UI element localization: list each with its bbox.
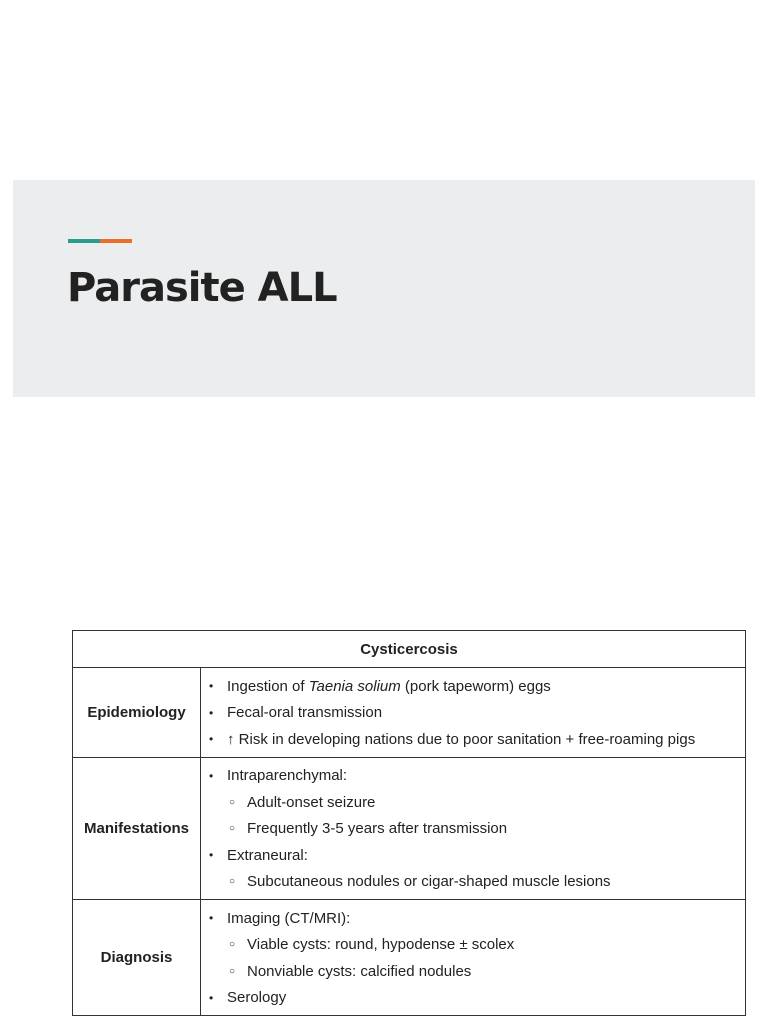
table-row xyxy=(73,757,746,900)
italic-term: Taenia solium xyxy=(308,677,401,695)
bullet-text xyxy=(247,963,471,980)
bullet-text xyxy=(227,731,695,748)
row-content xyxy=(201,900,746,1016)
bullet-item xyxy=(209,700,745,727)
table-body xyxy=(73,668,746,1016)
title-band xyxy=(13,180,755,397)
text-segment: Intraparenchymal: xyxy=(227,767,348,785)
sub-bullet-item xyxy=(209,958,745,985)
bullet-item xyxy=(209,842,745,869)
bullet-text xyxy=(227,989,286,1006)
sub-bullet-item xyxy=(209,789,745,816)
bullet-text xyxy=(247,873,611,890)
text-segment: Subcutaneous nodules or cigar-shaped muscle lesions xyxy=(247,873,611,891)
accent-orange-segment xyxy=(100,239,132,243)
bullet-text xyxy=(227,767,347,784)
cysticercosis-table-wrap xyxy=(72,630,746,1016)
text-segment: Imaging (CT/MRI): xyxy=(227,909,351,927)
bullet-icon: • xyxy=(209,679,214,694)
table-caption: Cysticercosis xyxy=(73,631,746,668)
title-accent-bar xyxy=(68,239,132,243)
text-segment: Adult-onset seizure xyxy=(247,793,376,811)
row-content xyxy=(201,757,746,900)
hollow-bullet-icon: ○ xyxy=(229,796,236,808)
text-segment: ↑ Risk in developing nations due to poor sanitation + free-roaming pigs xyxy=(227,730,696,748)
hollow-bullet-icon: ○ xyxy=(229,939,236,951)
bullet-item xyxy=(209,905,745,932)
bullet-text xyxy=(227,910,350,927)
bullet-icon: • xyxy=(209,911,214,926)
bullet-text xyxy=(227,847,308,864)
text-segment: Viable cysts: round, hypodense ± scolex xyxy=(247,936,515,954)
bullet-text xyxy=(247,794,375,811)
sub-bullet-item xyxy=(209,816,745,843)
text-segment: Nonviable cysts: calcified nodules xyxy=(247,962,472,980)
text-segment: Extraneural: xyxy=(227,846,308,864)
bullet-item xyxy=(209,673,745,700)
bullet-item xyxy=(209,763,745,790)
text-segment: (pork tapeworm) eggs xyxy=(400,677,551,695)
bullet-icon: • xyxy=(209,990,214,1005)
table-row xyxy=(73,900,746,1016)
bullet-text xyxy=(247,936,514,953)
bullet-icon: • xyxy=(209,848,214,863)
hollow-bullet-icon: ○ xyxy=(229,823,236,835)
sub-bullet-item xyxy=(209,932,745,959)
sub-bullet-item xyxy=(209,869,745,896)
bullet-text xyxy=(227,678,551,695)
text-segment: Serology xyxy=(227,989,287,1007)
bullet-item xyxy=(209,726,745,753)
bullet-icon: • xyxy=(209,768,214,783)
cysticercosis-table xyxy=(72,630,746,1016)
row-content xyxy=(201,668,746,758)
row-header: Manifestations xyxy=(73,757,201,900)
bullet-icon: • xyxy=(209,705,214,720)
accent-teal-segment xyxy=(68,239,100,243)
row-header: Epidemiology xyxy=(73,668,201,758)
text-segment: Frequently 3-5 years after transmission xyxy=(247,820,508,838)
table-row xyxy=(73,668,746,758)
row-header: Diagnosis xyxy=(73,900,201,1016)
page-title: Parasite ALL xyxy=(67,265,337,311)
bullet-text xyxy=(227,704,382,721)
bullet-icon: • xyxy=(209,732,214,747)
bullet-text xyxy=(247,820,507,837)
text-segment: Fecal-oral transmission xyxy=(227,704,383,722)
text-segment: Ingestion of xyxy=(227,677,309,695)
hollow-bullet-icon: ○ xyxy=(229,876,236,888)
bullet-item xyxy=(209,985,745,1012)
hollow-bullet-icon: ○ xyxy=(229,965,236,977)
